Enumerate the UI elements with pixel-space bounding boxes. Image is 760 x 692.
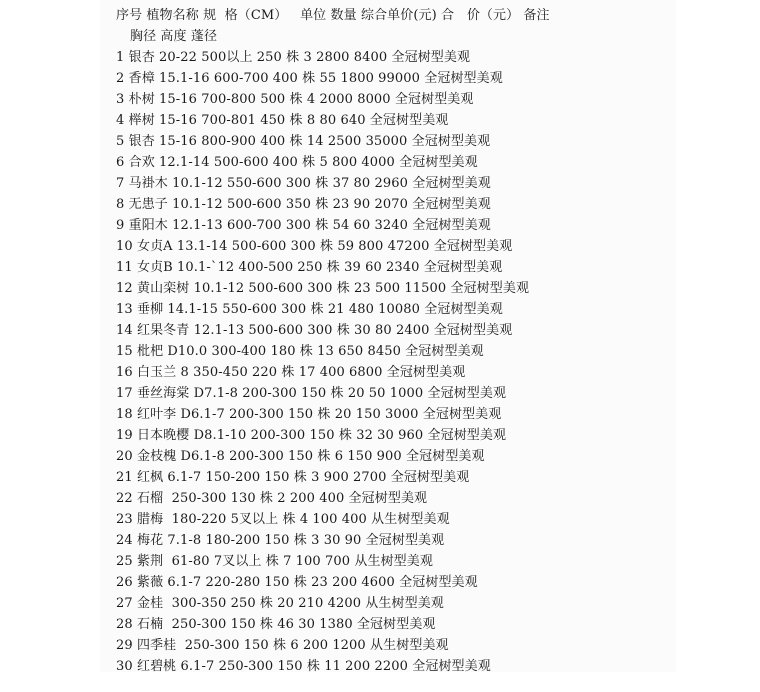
- plant-row: 21 红枫 6.1-7 150-200 150 株 3 900 2700 全冠树型美观: [116, 470, 470, 485]
- plant-list-document: [116, 5, 550, 677]
- plant-row: 22 石榴 250-300 130 株 2 200 400 全冠树型美观: [116, 491, 428, 506]
- plant-row: 8 无患子 10.1-12 500-600 350 株 23 90 2070 全冠树型美观: [116, 197, 491, 212]
- plant-row: 16 白玉兰 8 350-450 220 株 17 400 6800 全冠树型美观: [116, 365, 466, 380]
- plant-row: 4 榉树 15-16 700-801 450 株 8 80 640 全冠树型美观: [116, 113, 449, 128]
- plant-row: 7 马褂木 10.1-12 550-600 300 株 37 80 2960 全冠树型美观: [116, 176, 491, 191]
- plant-row: 11 女贞B 10.1-`12 400-500 250 株 39 60 2340 全冠树型美观: [116, 260, 503, 275]
- plant-row: 5 银杏 15-16 800-900 400 株 14 2500 35000 全冠树型美观: [116, 134, 491, 149]
- header-subline: 胸径 高度 蓬径: [130, 29, 218, 44]
- plant-row: 1 银杏 20-22 500以上 250 株 3 2800 8400 全冠树型美观: [116, 50, 471, 65]
- plant-row: 20 金枝槐 D6.1-8 200-300 150 株 6 150 900 全冠树型美观: [116, 449, 485, 464]
- plant-row: 17 垂丝海棠 D7.1-8 200-300 150 株 20 50 1000 全冠树型美观: [116, 386, 507, 401]
- plant-row: 14 红果冬青 12.1-13 500-600 300 株 30 80 2400 全冠树型美观: [116, 323, 513, 338]
- plant-row: 2 香樟 15.1-16 600-700 400 株 55 1800 99000 全冠树型美观: [116, 71, 503, 86]
- plant-rows: [116, 47, 550, 677]
- plant-row: 25 紫荆 61-80 7叉以上 株 7 100 700 从生树型美观: [116, 554, 433, 569]
- plant-row: 26 紫薇 6.1-7 220-280 150 株 23 200 4600 全冠树型美观: [116, 575, 478, 590]
- plant-row: 12 黄山栾树 10.1-12 500-600 300 株 23 500 11500 全冠树型美观: [116, 281, 530, 296]
- plant-row: 18 红叶李 D6.1-7 200-300 150 株 20 150 3000 全冠树型美观: [116, 407, 502, 422]
- plant-row: 23 腊梅 180-220 5叉以上 株 4 100 400 从生树型美观: [116, 512, 450, 527]
- plant-row: 24 梅花 7.1-8 180-200 150 株 3 30 90 全冠树型美观: [116, 533, 445, 548]
- plant-row: 3 朴树 15-16 700-800 500 株 4 2000 8000 全冠树型美观: [116, 92, 474, 107]
- plant-row: 29 四季桂 250-300 150 株 6 200 1200 从生树型美观: [116, 638, 449, 653]
- plant-row: 30 红碧桃 6.1-7 250-300 150 株 11 200 2200 全冠树型美观: [116, 659, 491, 674]
- plant-row: 6 合欢 12.1-14 500-600 400 株 5 800 4000 全冠树型美观: [116, 155, 478, 170]
- plant-row: 9 重阳木 12.1-13 600-700 300 株 54 60 3240 全冠树型美观: [116, 218, 491, 233]
- plant-row: 27 金桂 300-350 250 株 20 210 4200 从生树型美观: [116, 596, 444, 611]
- header-line: 序号 植物名称 规 格（CM） 单位 数量 综合单价(元) 合 价（元） 备注: [116, 8, 550, 23]
- plant-row: 13 垂柳 14.1-15 550-600 300 株 21 480 10080 全冠树型美观: [116, 302, 503, 317]
- plant-row: 19 日本晚樱 D8.1-10 200-300 150 株 32 30 960 全冠树型美观: [116, 428, 507, 443]
- plant-row: 28 石楠 250-300 150 株 46 30 1380 全冠树型美观: [116, 617, 436, 632]
- plant-row: 15 枇杷 D10.0 300-400 180 株 13 650 8450 全冠树型美观: [116, 344, 484, 359]
- plant-row: 10 女贞A 13.1-14 500-600 300 株 59 800 47200 全冠树型美观: [116, 239, 513, 254]
